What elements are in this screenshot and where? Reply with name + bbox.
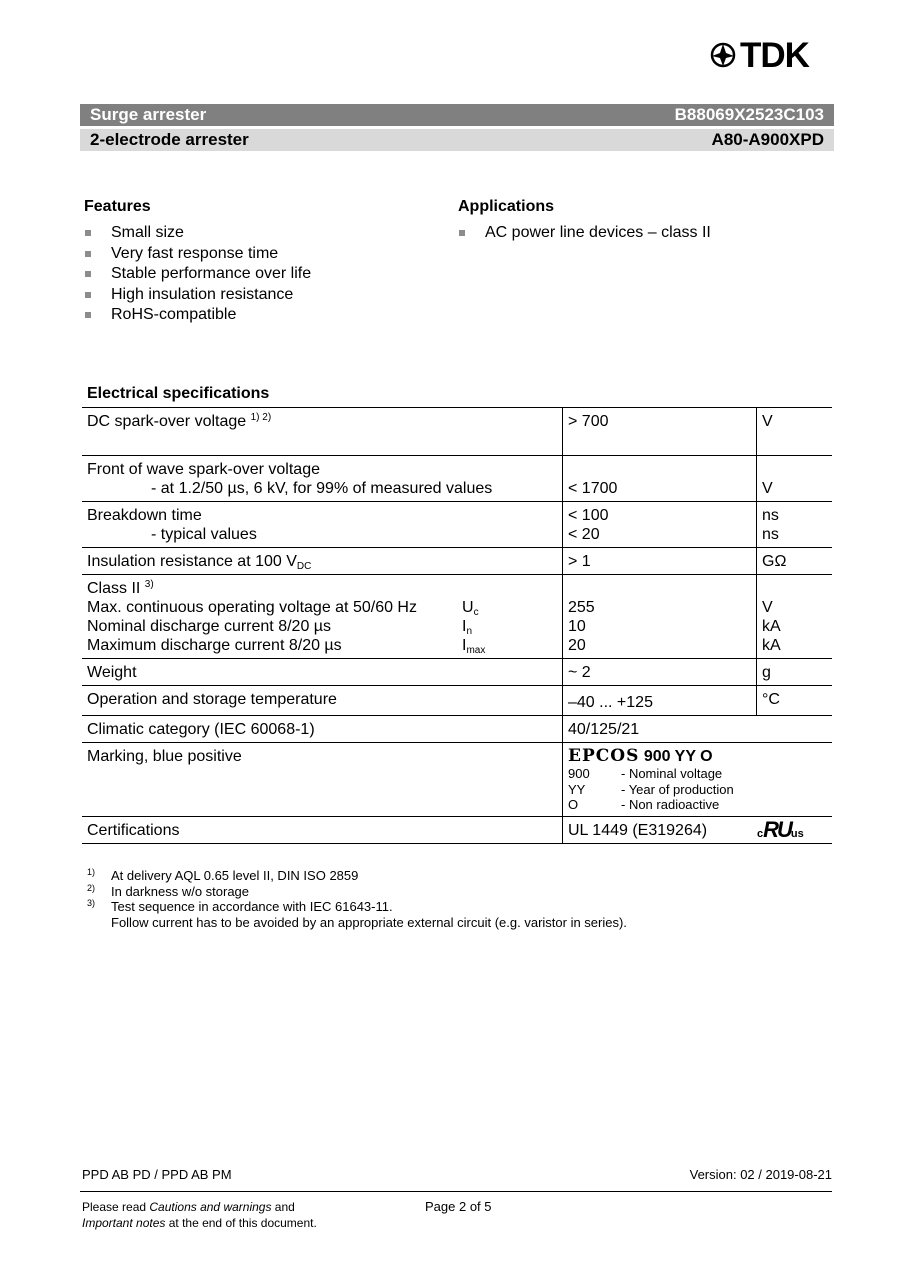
- tdk-emblem-icon: [710, 40, 736, 70]
- footer-department: PPD AB PD / PPD AB PM: [82, 1167, 232, 1182]
- header-bar-1: [80, 104, 834, 126]
- footnotes: [87, 868, 627, 930]
- spec-table: [82, 407, 832, 844]
- table-row: Marking, blue positive EPCOS 900 YY O 900 - Nominal voltage YY - Year of production O - Non radioactive: [82, 743, 832, 817]
- marking-cell: EPCOS 900 YY O 900 - Nominal voltage YY - Year of production O - Non radioactive: [563, 743, 833, 817]
- footer-notice: Please read Cautions and warnings and Important notes at the end of this document.: [82, 1200, 317, 1230]
- table-row: Operation and storage temperature –40 ... +125 °C: [82, 686, 832, 716]
- tdk-logo: [710, 36, 836, 75]
- table-row: DC spark-over voltage $^{1) 2)}$ > 700 V: [82, 408, 832, 456]
- bullet-icon: [85, 271, 91, 277]
- header-bar-2: [80, 129, 834, 151]
- list-item: Stable performance over life: [84, 264, 311, 285]
- footnote: 2) In darkness w/o storage: [87, 882, 250, 899]
- table-row: Front of wave spark-over voltage - at 1.2/50 µs, 6 kV, for 99% of measured values < 1700 V: [82, 456, 832, 502]
- ordering-code: B88069X2523C103: [674, 105, 824, 124]
- footnote: 1) At delivery AQL 0.65 level II, DIN ISO 2859: [87, 867, 359, 883]
- footer-version: Version: 02 / 2019-08-21: [689, 1167, 832, 1182]
- table-row: Class II $^{3)}$ Max. continuous operating voltage at 50/60 Hz $U_c$ Nominal discharge current 8/20 µs $I_n$ Maximum discharge current 8/20 µs $I_{max}$ 255 10 20 V kA kA: [82, 575, 832, 659]
- list-item: Small size: [84, 223, 311, 244]
- applications-title: Applications: [458, 198, 555, 215]
- footer-divider: [80, 1191, 832, 1192]
- list-item: AC power line devices – class II: [458, 223, 711, 244]
- bullet-icon: [459, 230, 465, 236]
- footnote: Follow current has to be avoided by an appropriate external circuit (e.g. varistor in series).: [111, 914, 627, 930]
- table-row: Insulation resistance at 100 $V_{DC}$ > 1 GΩ: [82, 548, 832, 575]
- table-row: Breakdown time - typical values < 100 < 20 ns ns: [82, 502, 832, 548]
- bullet-icon: [85, 312, 91, 318]
- product-type: Surge arrester: [90, 105, 207, 124]
- epcos-logo: EPCOS: [568, 746, 640, 766]
- logo-text: TDK: [740, 36, 809, 75]
- list-item: Very fast response time: [84, 244, 311, 265]
- table-row: Weight ~ 2 g: [82, 659, 832, 686]
- table-row: Climatic category (IEC 60068-1) 40/125/21: [82, 716, 832, 743]
- applications-list: [458, 223, 711, 244]
- list-item: RoHS-compatible: [84, 305, 311, 326]
- list-item: High insulation resistance: [84, 285, 311, 306]
- type-code: A80-A900XPD: [711, 130, 824, 149]
- features-list: [84, 223, 311, 326]
- ul-recognized-icon: cRUus: [757, 816, 804, 842]
- bullet-icon: [85, 292, 91, 298]
- footnote: 3) Test sequence in accordance with IEC 61643-11.: [87, 898, 393, 914]
- bullet-icon: [85, 251, 91, 257]
- table-row: Certifications UL 1449 (E319264) cRUus: [82, 816, 832, 843]
- bullet-icon: [85, 230, 91, 236]
- features-title: Features: [84, 198, 151, 215]
- spec-title: Electrical specifications: [87, 385, 270, 402]
- product-subtype: 2-electrode arrester: [90, 130, 249, 149]
- page-number: Page 2 of 5: [425, 1199, 492, 1214]
